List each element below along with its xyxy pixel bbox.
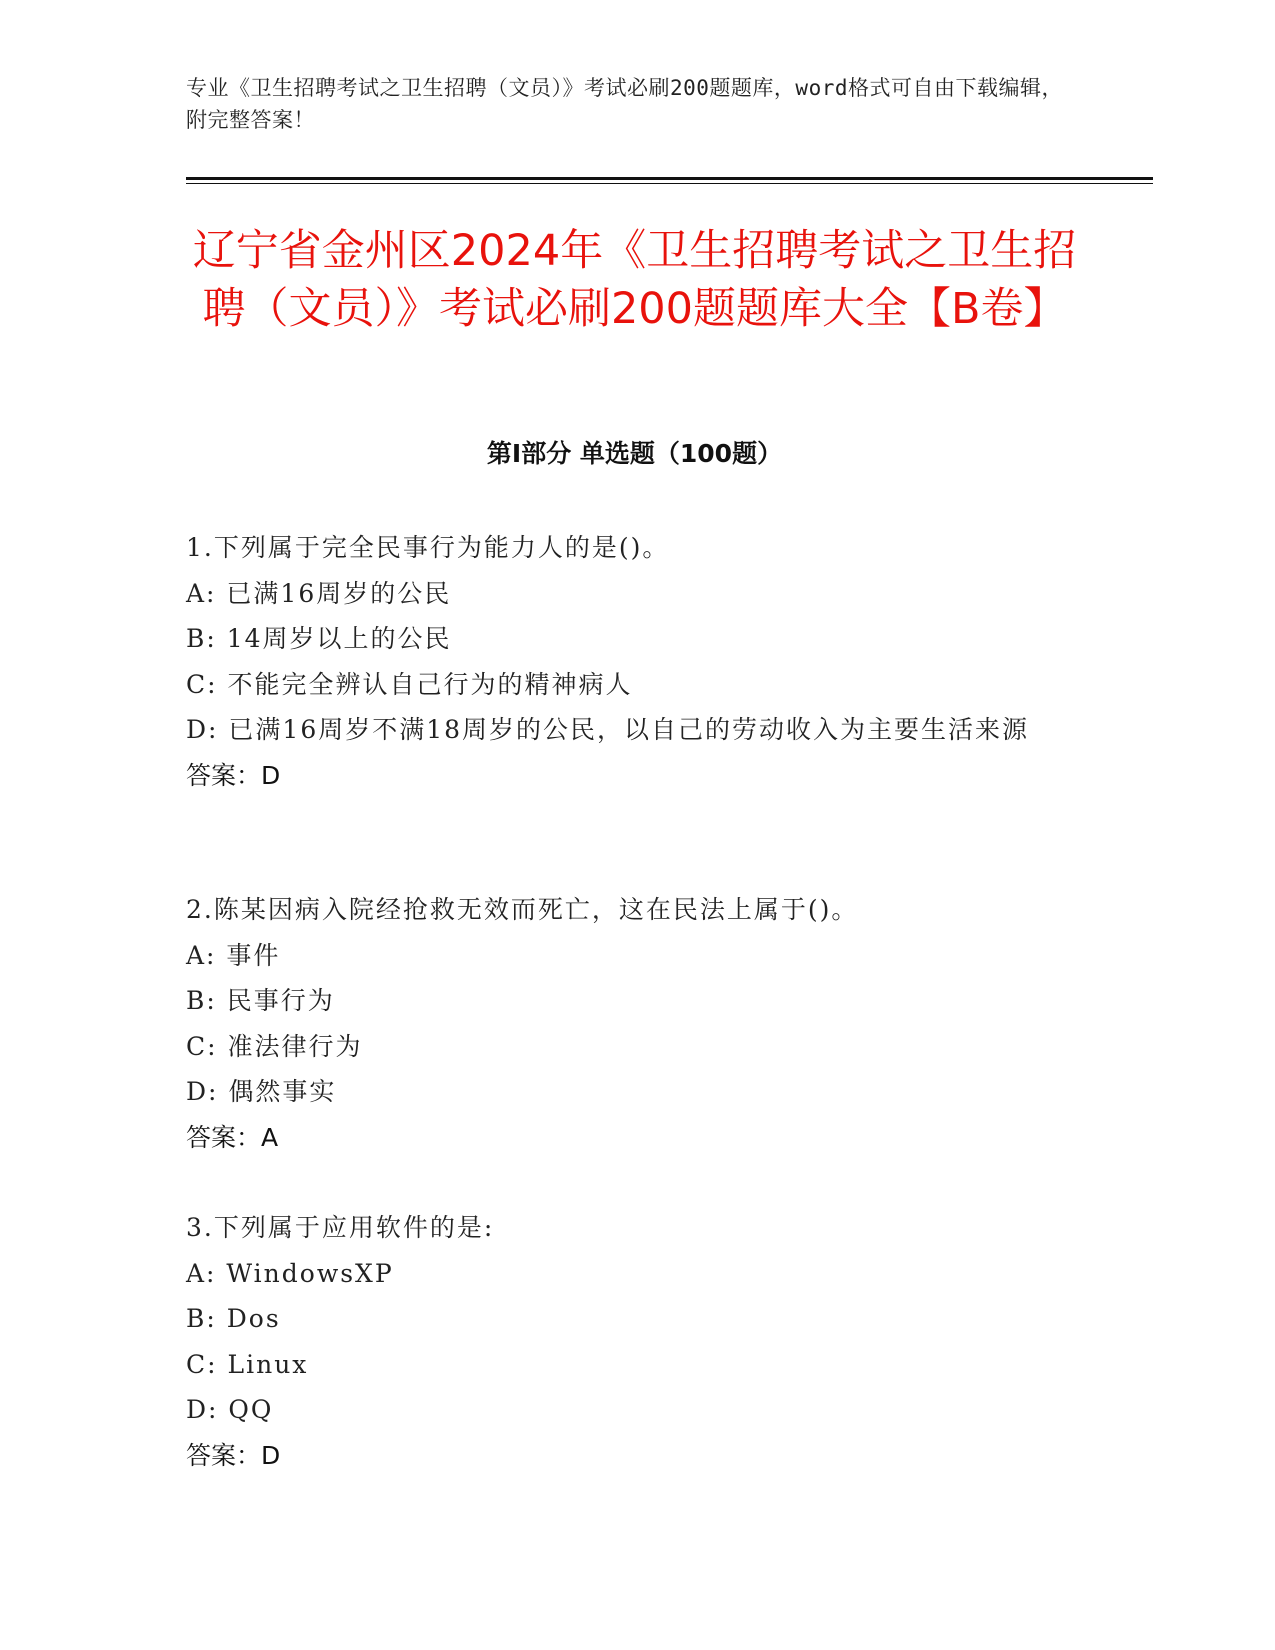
- document-title: 辽宁省金州区2024年《卫生招聘考试之卫生招聘（文员）》考试必刷200题题库大全【B卷】: [192, 226, 1077, 334]
- question-3: [186, 1205, 1086, 1478]
- option-d: D: 偶然事实: [186, 1077, 337, 1106]
- option-d: D: QQ: [186, 1395, 274, 1424]
- question-stem: 1.下列属于完全民事行为能力人的是()。: [186, 533, 670, 562]
- option-a: A: WindowsXP: [186, 1258, 394, 1288]
- option-b: B: 14周岁以上的公民: [186, 624, 452, 653]
- answer: 答案：D: [186, 760, 281, 790]
- option-c: C: 准法律行为: [186, 1031, 363, 1061]
- section-title: 第I部分 单选题（100题）: [486, 439, 783, 468]
- option-a: A: 事件: [186, 940, 281, 970]
- header-divider-thin: [186, 183, 1153, 184]
- question-1: [186, 525, 1086, 798]
- option-d: D: 已满16周岁不满18周岁的公民，以自己的劳动收入为主要生活来源: [186, 715, 1030, 744]
- option-c: C: Linux: [186, 1349, 309, 1379]
- question-2: [186, 887, 1086, 1160]
- option-b: B: 民事行为: [186, 986, 335, 1015]
- header-note: 专业《卫生招聘考试之卫生招聘（文员）》考试必刷200题题库，word格式可自由下载编辑，附完整答案！: [186, 76, 1063, 132]
- answer: 答案：D: [186, 1440, 281, 1470]
- option-c: C: 不能完全辨认自己行为的精神病人: [186, 669, 633, 699]
- question-stem: 3.下列属于应用软件的是:: [186, 1213, 495, 1242]
- option-a: A: 已满16周岁的公民: [186, 578, 452, 608]
- header-divider-thick: [186, 177, 1153, 180]
- option-b: B: Dos: [186, 1304, 281, 1333]
- answer: 答案：A: [186, 1122, 279, 1152]
- question-stem: 2.陈某因病入院经抢救无效而死亡，这在民法上属于()。: [186, 895, 859, 924]
